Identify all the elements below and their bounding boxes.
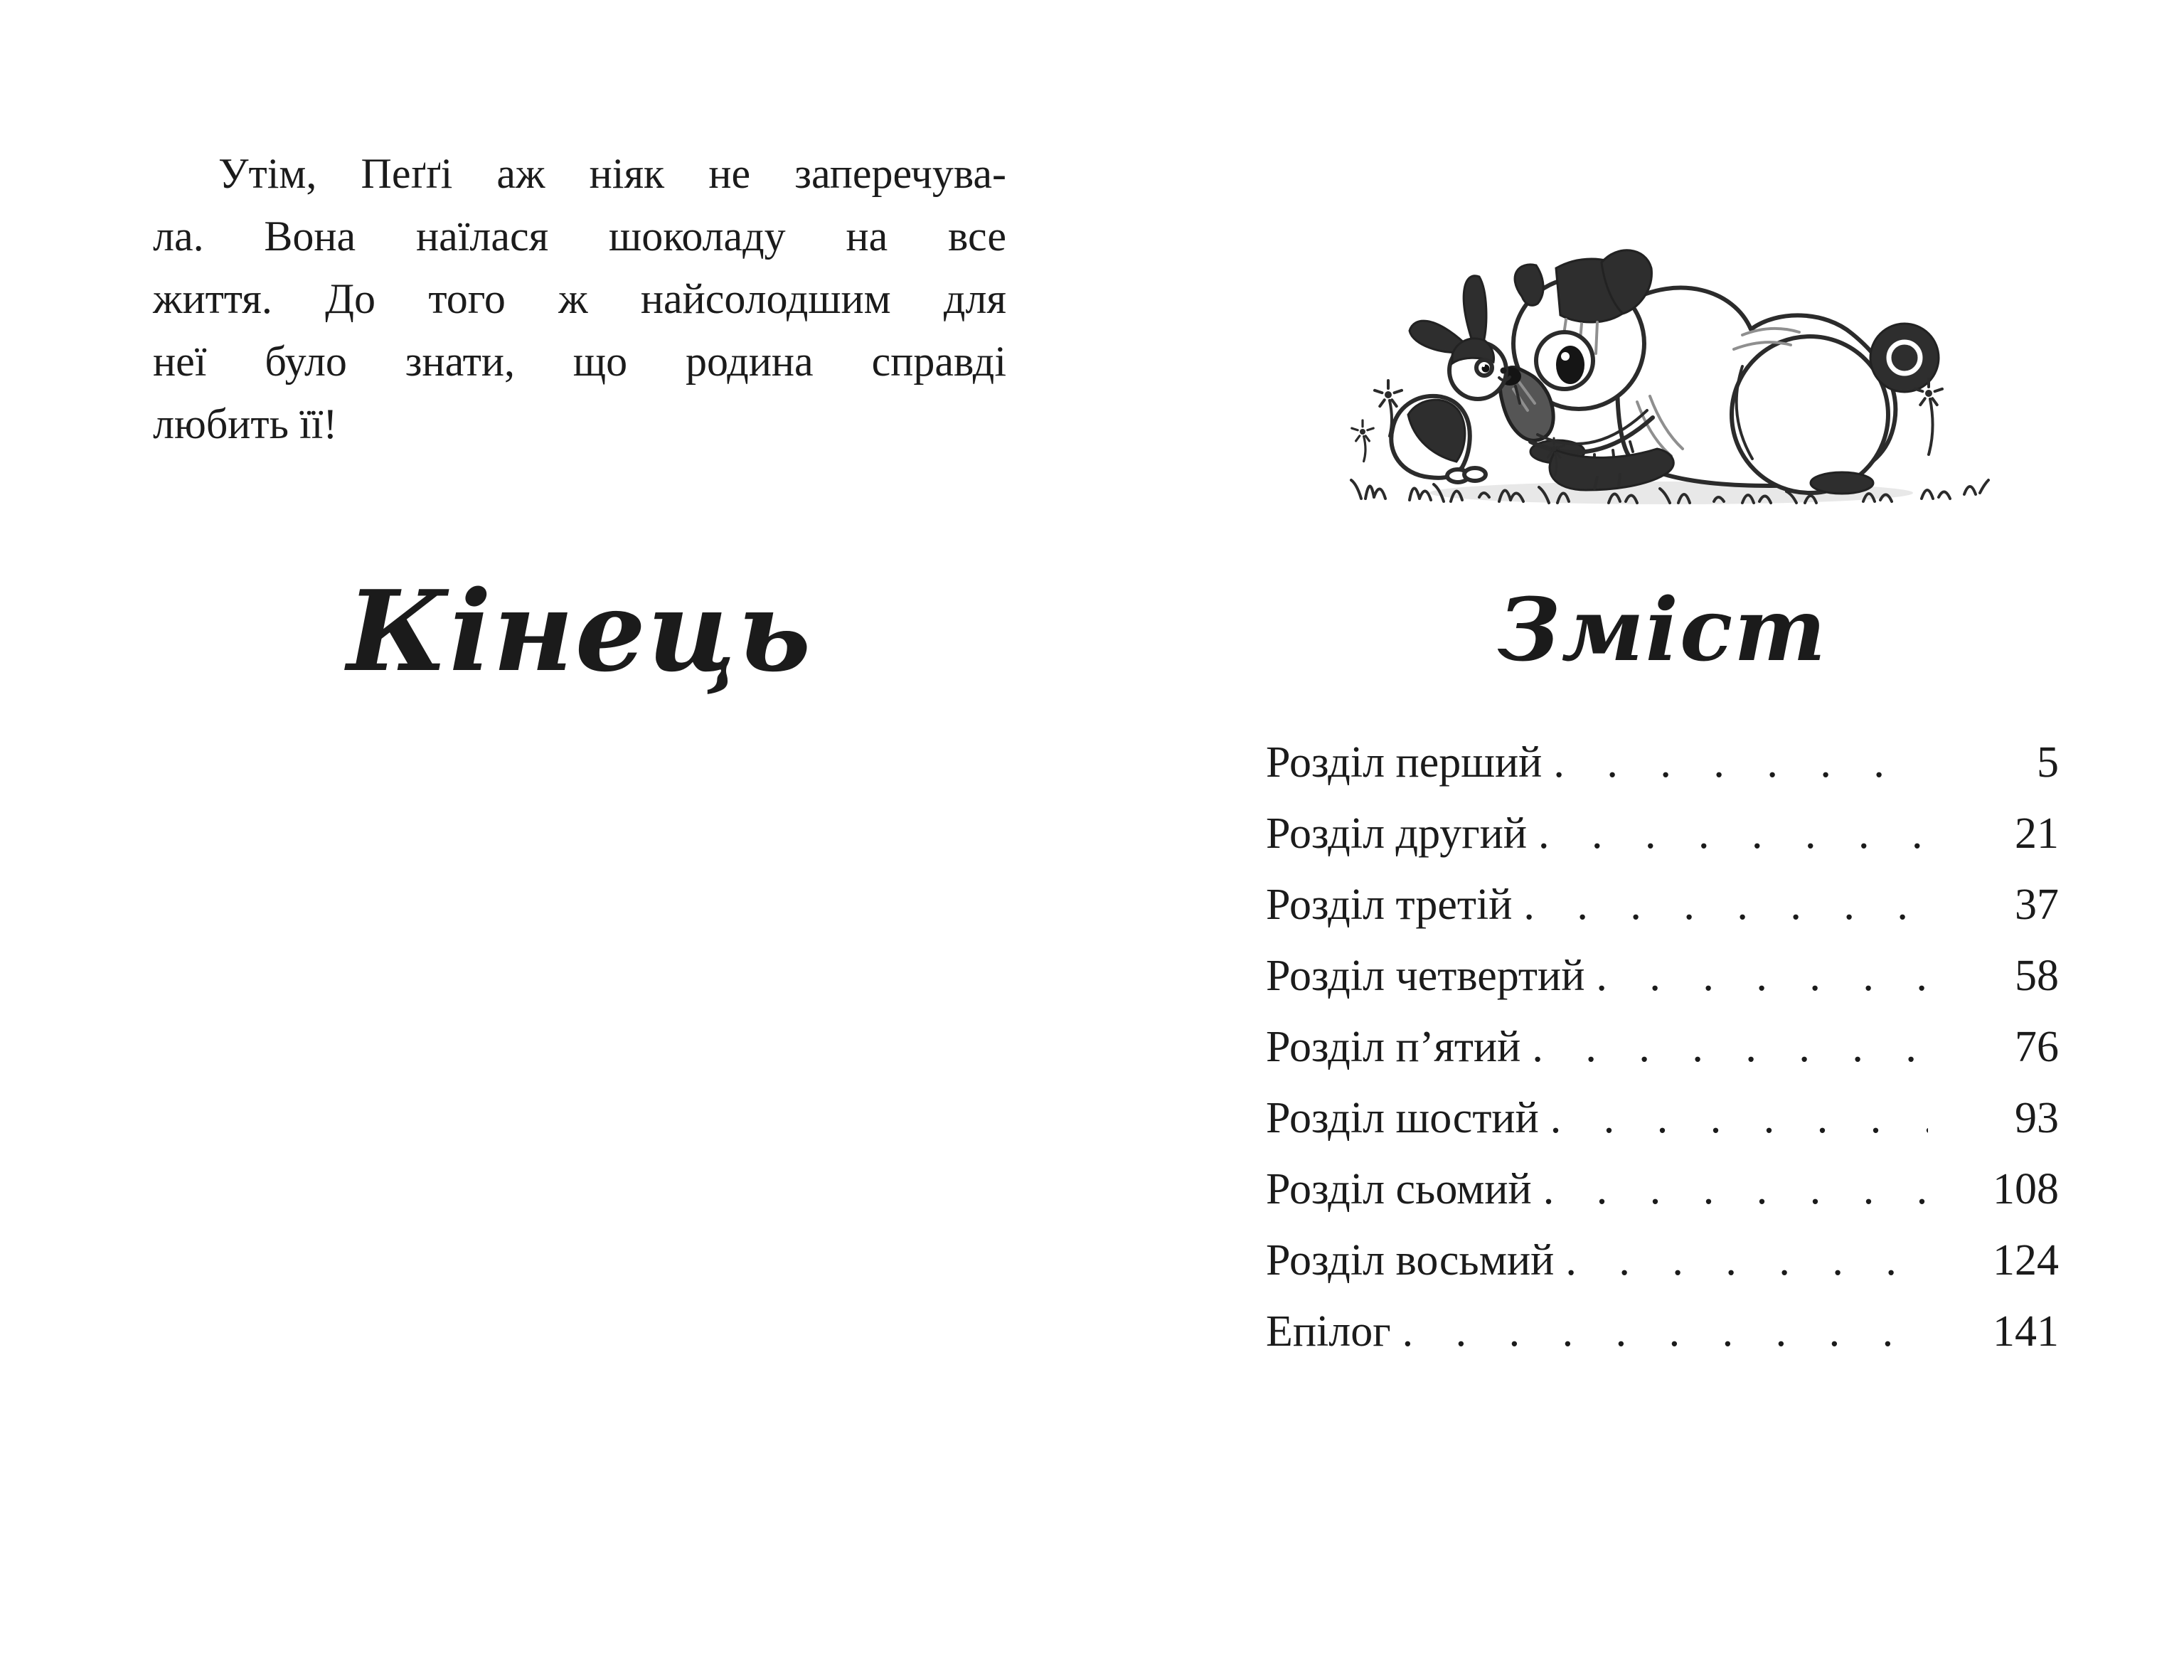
toc-page-number: 141 — [1993, 1307, 2059, 1356]
contents-script-heading: Зміст — [1497, 578, 1828, 681]
toc-page-number: 37 — [2015, 881, 2059, 929]
toc-dot-leader — [1538, 798, 1928, 869]
toc-chapter-title: Розділ восьмий — [1266, 1236, 1555, 1285]
toc-dot-leader — [1596, 940, 1928, 1011]
paragraph-line: неї було знати, що родина справді — [153, 338, 1006, 385]
toc-row — [1266, 940, 2059, 1011]
toc-chapter-title: Розділ шостий — [1266, 1094, 1539, 1142]
flower — [1915, 379, 1942, 454]
toc-dot-leader — [1543, 1154, 1928, 1225]
toc-row — [1266, 1154, 2059, 1225]
toc-page-number: 58 — [2015, 952, 2059, 1000]
toc-row — [1266, 1083, 2059, 1154]
toc-chapter-title: Розділ перший — [1266, 738, 1543, 787]
toc-dot-leader — [1402, 1296, 1928, 1367]
toc-page-number: 93 — [2015, 1094, 2059, 1142]
toc-dot-leader — [1532, 1011, 1928, 1083]
pug-rabbit-sketch-svg — [1344, 224, 1991, 509]
toc-page-number: 108 — [1993, 1165, 2059, 1213]
table-of-contents — [1266, 727, 2059, 1367]
toc-row — [1266, 1225, 2059, 1296]
toc-row — [1266, 869, 2059, 940]
toc-row — [1266, 798, 2059, 869]
toc-dot-leader — [1565, 1225, 1928, 1296]
toc-chapter-title: Розділ сьомий — [1266, 1165, 1532, 1213]
toc-page-number: 76 — [2015, 1023, 2059, 1071]
paragraph-line: любить її! — [153, 400, 338, 447]
toc-chapter-title: Розділ п’ятий — [1266, 1023, 1521, 1071]
the-end-script-heading: Кінець — [346, 566, 813, 696]
toc-row — [1266, 1011, 2059, 1083]
story-paragraph — [153, 142, 1006, 455]
flower — [1352, 420, 1373, 462]
toc-row — [1266, 727, 2059, 798]
toc-chapter-title: Епілог — [1266, 1307, 1391, 1356]
paragraph-line: ла. Вона наїлася шоколаду на все — [153, 213, 1006, 260]
toc-dot-leader — [1550, 1083, 1928, 1154]
toc-chapter-title: Розділ другий — [1266, 809, 1528, 858]
toc-page-number: 124 — [1993, 1236, 2059, 1285]
pug-rabbit-illustration — [1344, 224, 1991, 509]
toc-page-number: 5 — [2037, 738, 2059, 787]
toc-chapter-title: Розділ четвертий — [1266, 952, 1585, 1000]
toc-page-number: 21 — [2015, 809, 2059, 858]
paragraph-line: Утім, Пеґґі аж ніяк не заперечува- — [218, 150, 1006, 197]
toc-dot-leader — [1523, 869, 1928, 940]
paragraph-line: життя. До того ж найсолодшим для — [153, 275, 1006, 322]
toc-chapter-title: Розділ третій — [1266, 881, 1513, 929]
toc-dot-leader — [1553, 727, 1928, 798]
toc-row — [1266, 1296, 2059, 1367]
